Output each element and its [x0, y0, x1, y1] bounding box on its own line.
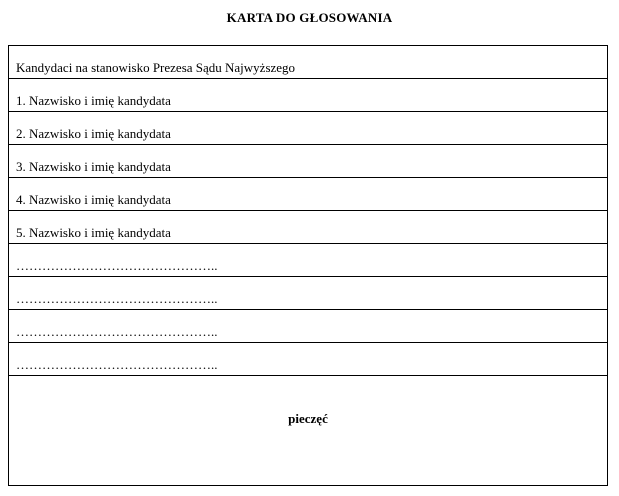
candidate-row-4 — [9, 178, 607, 211]
blank-row-3 — [9, 310, 607, 343]
stamp-label: pieczęć — [288, 411, 328, 426]
ballot-table — [8, 45, 608, 486]
blank-line: ……………………………………….. — [16, 357, 218, 372]
candidate-label: 5. Nazwisko i imię kandydata — [16, 225, 171, 240]
candidate-row-5 — [9, 211, 607, 244]
candidate-label: 1. Nazwisko i imię kandydata — [16, 93, 171, 108]
blank-row-1 — [9, 244, 607, 277]
page-title: KARTA DO GŁOSOWANIA — [226, 10, 393, 25]
blank-row-2 — [9, 277, 607, 310]
blank-line: ……………………………………….. — [16, 258, 218, 273]
header-row — [9, 46, 607, 79]
candidate-row-1 — [9, 79, 607, 112]
blank-line: ……………………………………….. — [16, 324, 218, 339]
header-row-label: Kandydaci na stanowisko Prezesa Sądu Najwyższego — [16, 60, 296, 75]
candidate-label: 3. Nazwisko i imię kandydata — [16, 159, 171, 174]
candidate-row-2 — [9, 112, 607, 145]
candidate-row-3 — [9, 145, 607, 178]
candidate-label: 2. Nazwisko i imię kandydata — [16, 126, 171, 141]
stamp-area — [9, 377, 607, 486]
candidate-label: 4. Nazwisko i imię kandydata — [16, 192, 171, 207]
blank-line: ……………………………………….. — [16, 291, 218, 306]
blank-row-4 — [9, 343, 607, 376]
